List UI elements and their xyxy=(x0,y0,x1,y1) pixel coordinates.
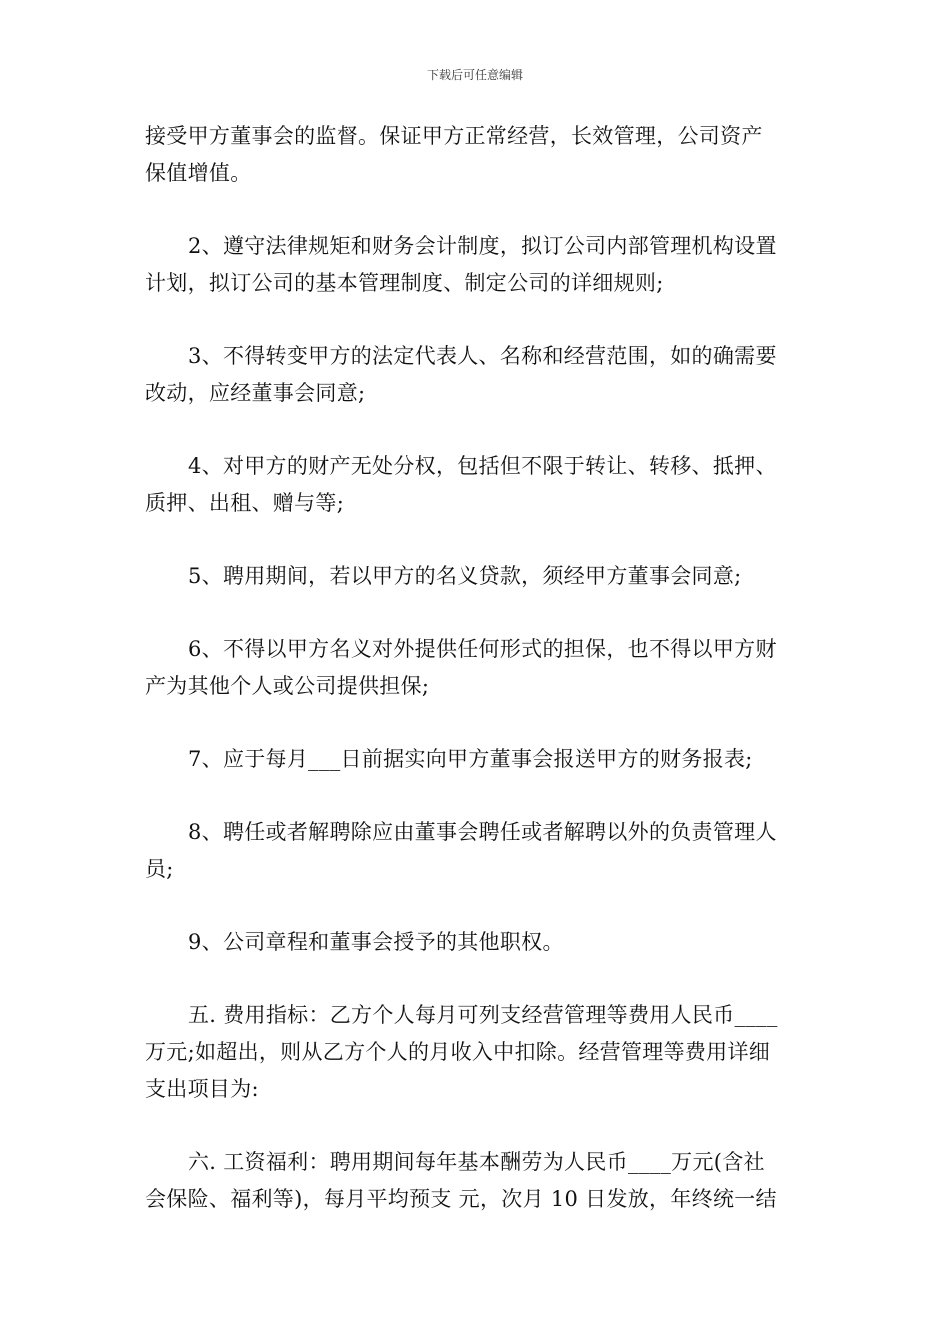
paragraph-line: 9、公司章程和董事会授予的其他职权。 xyxy=(188,930,564,954)
paragraph-line: 8、聘任或者解聘除应由董事会聘任或者解聘以外的负责管理人 xyxy=(188,820,777,844)
paragraph-10 xyxy=(145,997,810,1108)
paragraph-line: 六. 工资福利：聘用期间每年基本酬劳为人民币____万元(含社 xyxy=(188,1150,765,1174)
paragraph-line: 4、对甲方的财产无处分权，包括但不限于转让、转移、抵押、 xyxy=(188,454,777,478)
document-body xyxy=(145,118,810,1254)
paragraph-line: 计划，拟订公司的基本管理制度、制定公司的详细规则; xyxy=(145,271,664,295)
paragraph-line: 支出项目为: xyxy=(145,1077,259,1101)
paragraph-9 xyxy=(145,924,810,961)
paragraph-line: 五. 费用指标：乙方个人每月可列支经营管理等费用人民币____ xyxy=(188,1003,778,1027)
paragraph-7 xyxy=(145,741,810,778)
paragraph-3 xyxy=(145,338,810,412)
paragraph-line: 产为其他个人或公司提供担保; xyxy=(145,674,430,698)
paragraph-2 xyxy=(145,228,810,302)
paragraph-8 xyxy=(145,814,810,888)
paragraph-4 xyxy=(145,448,810,522)
paragraph-1 xyxy=(145,118,810,192)
paragraph-6 xyxy=(145,631,810,705)
paragraph-line: 员; xyxy=(145,857,174,881)
paragraph-11 xyxy=(145,1144,810,1218)
paragraph-line: 2、遵守法律规矩和财务会计制度，拟订公司内部管理机构设置 xyxy=(188,234,777,258)
paragraph-line: 保值增值。 xyxy=(145,161,252,185)
paragraph-line: 万元;如超出，则从乙方个人的月收入中扣除。经营管理等费用详细 xyxy=(145,1040,771,1064)
paragraph-5 xyxy=(145,558,810,595)
paragraph-line: 改动，应经董事会同意; xyxy=(145,381,366,405)
paragraph-line: 5、聘用期间，若以甲方的名义贷款，须经甲方董事会同意; xyxy=(188,564,742,588)
paragraph-line: 会保险、福利等)，每月平均预支 元，次月 10 日发放，年终统一结 xyxy=(145,1187,777,1211)
paragraph-line: 3、不得转变甲方的法定代表人、名称和经营范围，如的确需要 xyxy=(188,344,777,368)
paragraph-line: 质押、出租、赠与等; xyxy=(145,491,345,515)
paragraph-line: 7、应于每月___日前据实向甲方董事会报送甲方的财务报表; xyxy=(188,747,753,771)
paragraph-line: 接受甲方董事会的监督。保证甲方正常经营，长效管理，公司资产 xyxy=(145,124,763,148)
page-header: 下载后可任意编辑 xyxy=(426,68,523,82)
paragraph-line: 6、不得以甲方名义对外提供任何形式的担保，也不得以甲方财 xyxy=(188,637,777,661)
